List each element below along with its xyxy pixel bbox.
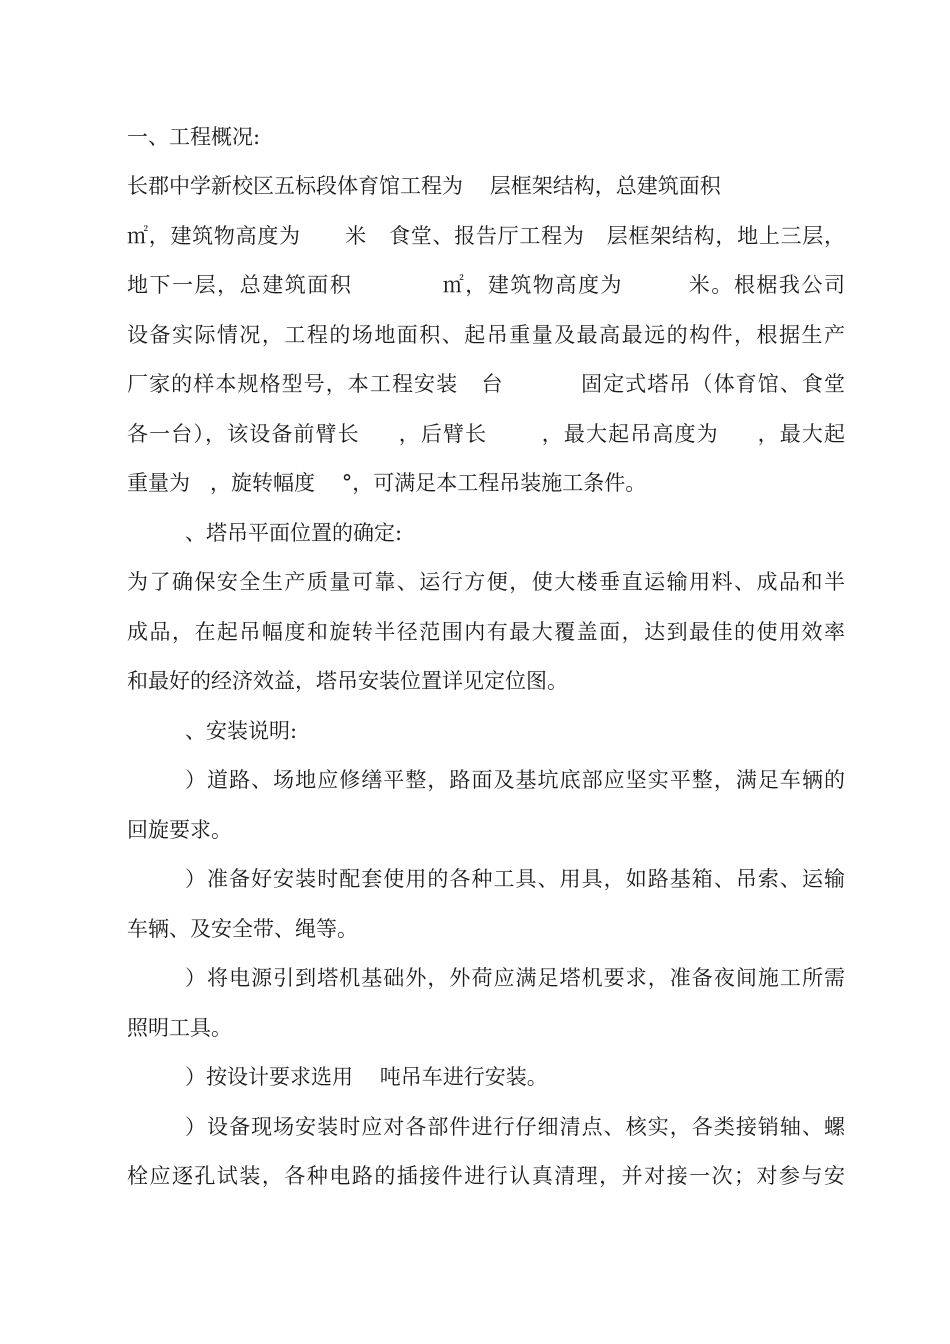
list-item-line: 车辆、及安全带、绳等。 — [127, 917, 358, 941]
section-heading-overview: 一、工程概况: — [127, 125, 261, 149]
list-item-line: ）将电源引到塔机基础外，外荷应满足塔机要求，准备夜间施工所需 — [185, 966, 845, 990]
list-item-line: ）准备好安装时配套使用的各种工具、用具，如路基箱、吊索、运输 — [185, 867, 845, 891]
paragraph-line: 和最好的经济效益，塔吊安装位置详见定位图。 — [127, 669, 568, 693]
paragraph-line: 地下一层，总建筑面积 ㎡，建筑物高度为 米。根椐我公司 — [127, 273, 845, 297]
paragraph-line: 成品，在起吊幅度和旋转半径范围内有最大覆盖面，达到最佳的使用效率 — [127, 620, 845, 644]
paragraph-line: 设备实际情况，工程的场地面积、起吊重量及最高最远的构件，根据生产 — [127, 323, 845, 347]
section-heading-crane-position: 、塔吊平面位置的确定: — [185, 521, 403, 545]
paragraph-line: 为了确保安全生产质量可靠、运行方便，使大楼垂直运输用料、成品和半 — [127, 570, 845, 594]
list-item-line: ）道路、场地应修缮平整，路面及基坑底部应坚实平整，满足车辆的 — [185, 768, 845, 792]
list-item-line: 栓应逐孔试装，各种电路的插接件进行认真清理，并对接一次；对参与安 — [127, 1164, 845, 1188]
paragraph-line: 重量为 ，旋转幅度 °，可满足本工程吊装施工条件。 — [127, 471, 647, 495]
list-item-line: 回旋要求。 — [127, 818, 232, 842]
paragraph-line: 各一台），该设备前臂长 ，后臂长 ，最大起吊高度为 ，最大起 — [127, 422, 845, 446]
paragraph-line: 长郡中学新校区五标段体育馆工程为 层框架结构，总建筑面积 — [127, 174, 721, 198]
list-item-line: ）设备现场安装时应对各部件进行仔细清点、核实，各类接销轴、螺 — [185, 1115, 845, 1139]
paragraph-line: 厂家的样本规格型号，本工程安装 台 固定式塔吊（体育馆、食堂 — [127, 372, 845, 396]
list-item-line: ）按设计要求选用 吨吊车进行安装。 — [185, 1065, 548, 1089]
list-item-line: 照明工具。 — [127, 1016, 232, 1040]
paragraph-line: ㎡，建筑物高度为 米 食堂、报告厅工程为 层框架结构，地上三层， — [127, 224, 845, 248]
section-heading-installation: 、安装说明: — [185, 719, 298, 743]
